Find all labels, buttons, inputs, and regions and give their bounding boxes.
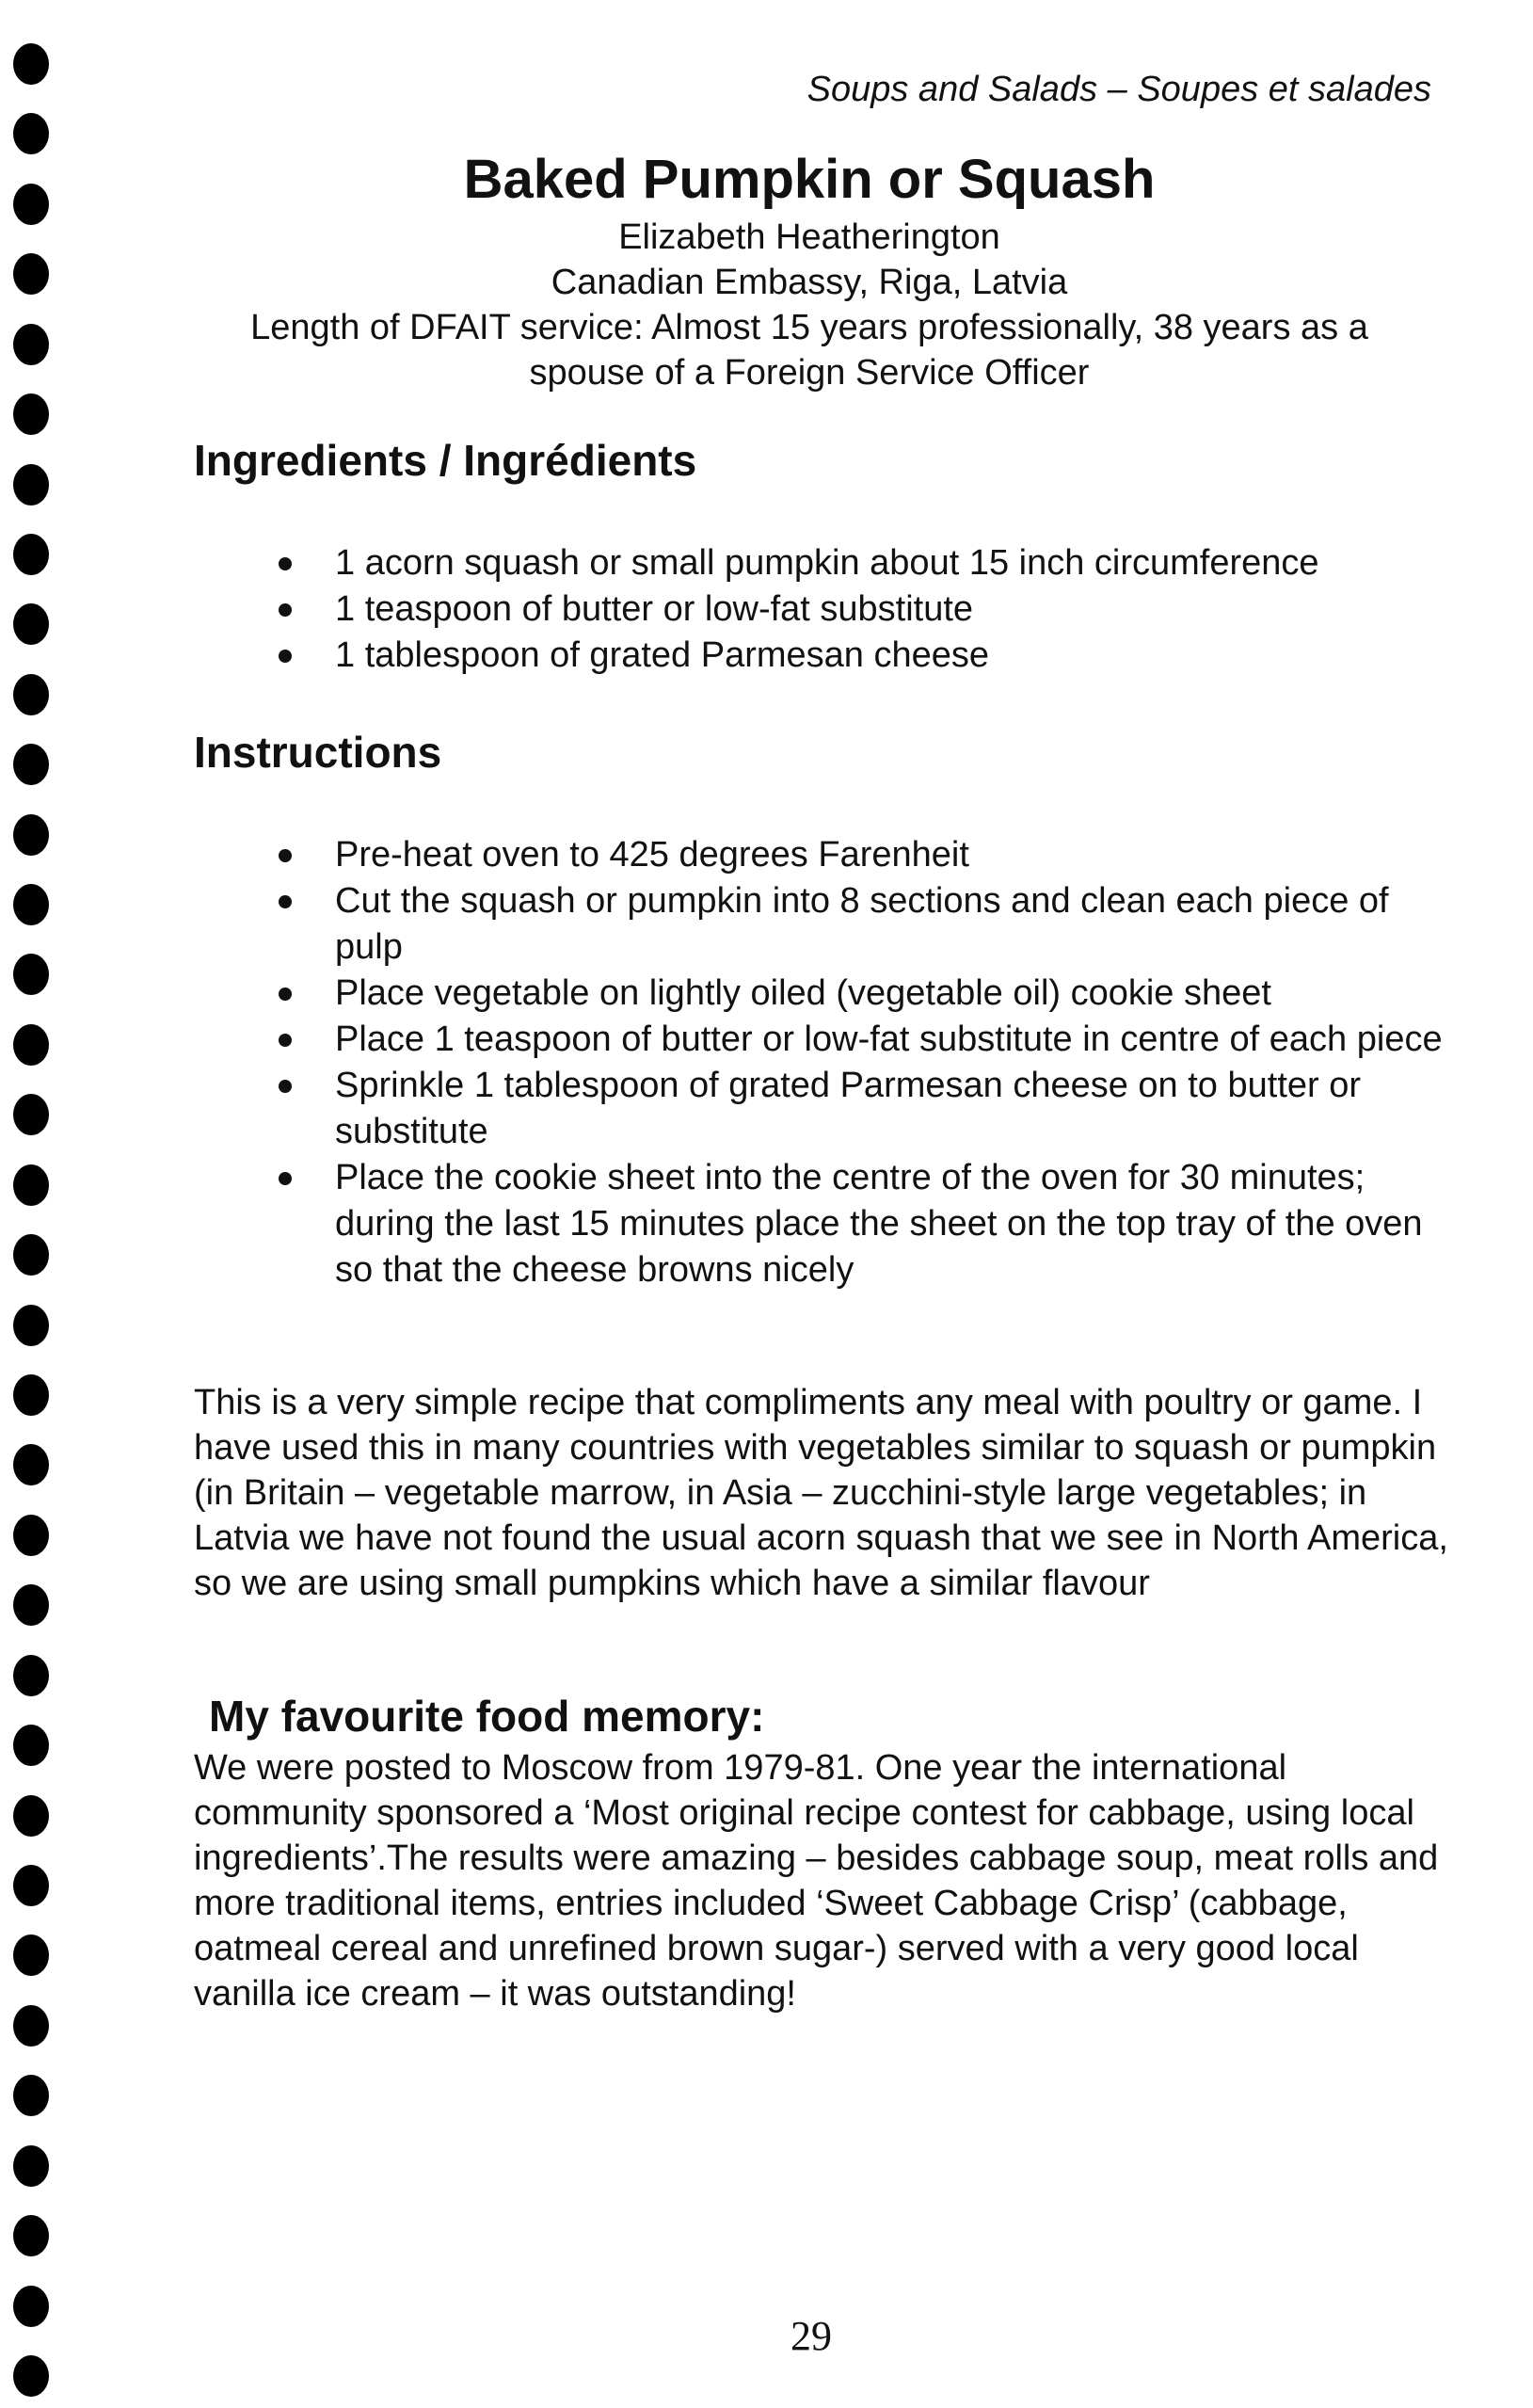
binding-hole — [13, 184, 49, 225]
binding-hole — [13, 1164, 49, 1206]
binding-hole — [13, 2005, 49, 2047]
binding-hole — [13, 1725, 49, 1766]
instruction-step: Pre-heat oven to 425 degrees Farenheit — [273, 832, 1449, 878]
ingredients-heading: Ingredients / Ingrédients — [194, 436, 697, 485]
binding-hole — [13, 884, 49, 925]
service-line-2: spouse of a Foreign Service Officer — [529, 353, 1090, 393]
binding-hole — [13, 603, 49, 645]
binding-hole — [13, 113, 49, 154]
binding-hole — [13, 1865, 49, 1906]
instruction-step: Place the cookie sheet into the centre of the oven for 30 minutes; during the last 15 minutes place the sheet on the top tray of the oven so that the cheese browns nicely — [273, 1155, 1449, 1293]
instruction-step: Sprinkle 1 tablespoon of grated Parmesan cheese on to butter or substitute — [273, 1063, 1449, 1155]
ingredients-list — [273, 540, 1449, 679]
recipe-title: Baked Pumpkin or Squash — [463, 149, 1156, 210]
binding-hole — [13, 1934, 49, 1976]
binding-hole — [13, 1655, 49, 1696]
binding-hole — [13, 2145, 49, 2187]
instruction-step: Place 1 teaspoon of butter or low-fat substitute in centre of each piece — [273, 1017, 1449, 1063]
binding-hole — [13, 1305, 49, 1346]
binding-hole — [13, 814, 49, 856]
section-header: Soups and Salads – Soupes et salades — [806, 70, 1431, 109]
binding-hole — [13, 1374, 49, 1416]
binding-hole — [13, 1024, 49, 1066]
binding-hole — [13, 1584, 49, 1626]
recipe-notes: This is a very simple recipe that compliments any meal with poultry or game. I have used this in many countries with vegetables similar to squash or pumpkin (in Britain – vegetable marrow, in Asia – zucchini-style large vegetables; in Latvia we have not found the usual acorn squash that we see in North America, so we are using small pumpkins which have a similar flavour — [194, 1383, 1448, 1603]
binding-hole — [13, 1795, 49, 1837]
instruction-step: Cut the squash or pumpkin into 8 sections and clean each piece of pulp — [273, 878, 1449, 971]
binding-hole — [13, 2355, 49, 2397]
binding-hole — [13, 2215, 49, 2256]
binding-hole — [13, 954, 49, 995]
binding-hole — [13, 43, 49, 85]
ingredient-item: 1 acorn squash or small pumpkin about 15 inch circumference — [273, 540, 1449, 586]
binding-hole — [13, 534, 49, 575]
binding-hole — [13, 1444, 49, 1485]
binding-hole — [13, 253, 49, 295]
service-line-1: Length of DFAIT service: Almost 15 years professionally, 38 years as a — [250, 308, 1368, 347]
memory-heading: My favourite food memory: — [209, 1692, 765, 1741]
author-location: Canadian Embassy, Riga, Latvia — [551, 263, 1068, 302]
binding-hole — [13, 2075, 49, 2116]
binding-hole — [13, 1515, 49, 1556]
instruction-step: Place vegetable on lightly oiled (vegetable oil) cookie sheet — [273, 971, 1449, 1017]
recipe-title-block — [188, 147, 1430, 395]
binding-hole — [13, 324, 49, 365]
binding-hole — [13, 1234, 49, 1276]
spiral-binding-holes — [13, 43, 51, 2397]
page-number: 29 — [790, 2313, 832, 2359]
instructions-list — [273, 832, 1449, 1293]
ingredient-item: 1 teaspoon of butter or low-fat substitute — [273, 586, 1449, 633]
ingredient-item: 1 tablespoon of grated Parmesan cheese — [273, 633, 1449, 679]
binding-hole — [13, 464, 49, 506]
binding-hole — [13, 393, 49, 435]
recipe-author: Elizabeth Heatherington — [618, 217, 1000, 257]
memory-text: We were posted to Moscow from 1979-81. One year the international community sponsored a ‘Most original recipe contest for cabbage, using local ingredients’.The results were amazing – besides cabbage soup, meat rolls and more traditional items, entries included ‘Sweet Cabbage Crisp’ (cabbage, oatmeal cereal and unrefined brown sugar-) served with a very good local vanilla ice cream – it was outstanding! — [194, 1748, 1439, 2014]
binding-hole — [13, 2286, 49, 2327]
binding-hole — [13, 674, 49, 715]
instructions-heading: Instructions — [194, 728, 442, 777]
binding-hole — [13, 1094, 49, 1135]
binding-hole — [13, 744, 49, 785]
